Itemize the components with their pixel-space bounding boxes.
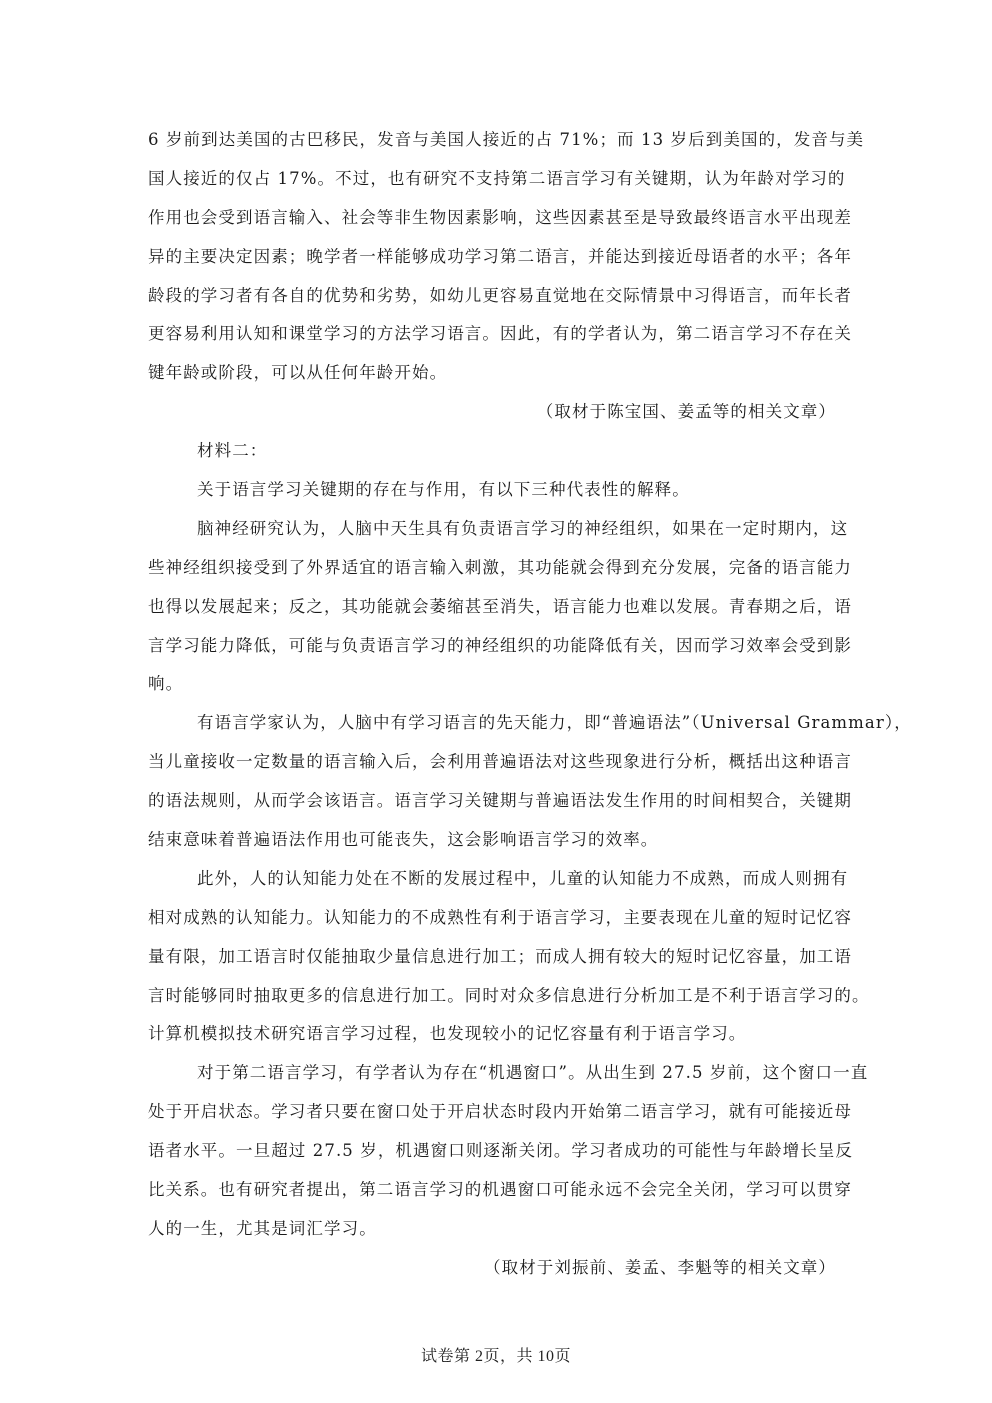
intro-paragraph: 关于语言学习关键期的存在与作用，有以下三种代表性的解释。 [197, 480, 690, 500]
text-line: 脑神经研究认为，人脑中天生具有负责语言学习的神经组织，如果在一定时期内，这 [197, 518, 849, 538]
text-line: 有语言学家认为，人脑中有学习语言的先天能力，即“普遍语法”（Universal Grammar）， [197, 713, 912, 733]
text-line: 些神经组织接受到了外界适宜的语言输入刺激，其功能就会得到充分发展，完备的语言能力 [148, 557, 852, 577]
text-line: 语者水平。一旦超过 27.5 岁，机遇窗口则逐渐关闭。学习者成功的可能性与年龄增长呈反 [148, 1141, 854, 1161]
source-citation: （取材于刘振前、姜孟、李魁等的相关文章） [484, 1257, 836, 1277]
text-line: 人的一生，尤其是词汇学习。 [148, 1218, 377, 1238]
text-line: 键年龄或阶段，可以从任何年龄开始。 [148, 363, 448, 383]
text-line: 处于开启状态。学习者只要在窗口处于开启状态时段内开始第二语言学习，就有可能接近母 [148, 1102, 852, 1122]
page-footer: 试卷第 2页，共 10页 [420, 1348, 571, 1365]
text-line: 也得以发展起来；反之，其功能就会萎缩甚至消失，语言能力也难以发展。青春期之后，语 [148, 596, 852, 616]
text-line: 国人接近的仅占 17%。不过，也有研究不支持第二语言学习有关键期，认为年龄对学习的 [148, 168, 846, 188]
text-line: 相对成熟的认知能力。认知能力的不成熟性有利于语言学习，主要表现在儿童的短时记忆容 [148, 907, 852, 927]
text-line: 更容易利用认知和课堂学习的方法学习语言。因此，有的学者认为，第二语言学习不存在关 [148, 324, 852, 344]
body-text [148, 126, 912, 1293]
paragraph-universal-grammar [148, 709, 912, 865]
paragraph-neuroscience [148, 515, 852, 709]
section-label: 材料二： [197, 441, 268, 461]
paragraph-cognitive [148, 865, 870, 1059]
text-line: 此外，人的认知能力处在不断的发展过程中，儿童的认知能力不成熟，而成人则拥有 [197, 868, 849, 888]
text-line: 言时能够同时抽取更多的信息进行加工。同时对众多信息进行分析加工是不利于语言学习的。 [148, 985, 870, 1005]
material-two [148, 437, 912, 1293]
text-line: 量有限，加工语言时仅能抽取少量信息进行加工；而成人拥有较大的短时记忆容量，加工语 [148, 946, 852, 966]
text-line: 结束意味着普遍语法作用也可能丧失，这会影响语言学习的效率。 [148, 830, 659, 850]
source-citation: （取材于陈宝国、姜孟等的相关文章） [536, 402, 836, 422]
text-line: 的语法规则，从而学会该语言。语言学习关键期与普遍语法发生作用的时间相契合，关键期 [148, 791, 852, 811]
paragraph-opportunity-window [148, 1059, 869, 1253]
text-line: 异的主要决定因素；晚学者一样能够成功学习第二语言，并能达到接近母语者的水平；各年 [148, 246, 852, 266]
text-line: 对于第二语言学习，有学者认为存在“机遇窗口”。从出生到 27.5 岁前，这个窗口一直 [197, 1063, 869, 1083]
text-line: 言学习能力降低，可能与负责语言学习的神经组织的功能降低有关，因而学习效率会受到影 [148, 635, 852, 655]
text-line: 作用也会受到语言输入、社会等非生物因素影响，这些因素甚至是导致最终语言水平出现差 [148, 207, 852, 227]
text-line: 6 岁前到达美国的古巴移民，发音与美国人接近的占 71%；而 13 岁后到美国的，发音与美 [148, 130, 865, 149]
text-line: 当儿童接收一定数量的语言输入后，会利用普遍语法对这些现象进行分析，概括出这种语言 [148, 752, 852, 772]
text-line: 响。 [148, 674, 184, 694]
text-line: 龄段的学习者有各自的优势和劣势，如幼儿更容易直觉地在交际情景中习得语言，而年长者 [148, 285, 852, 305]
text-line: 比关系。也有研究者提出，第二语言学习的机遇窗口可能永远不会完全关闭，学习可以贯穿 [148, 1180, 852, 1200]
text-line: 计算机模拟技术研究语言学习过程，也发现较小的记忆容量有利于语言学习。 [148, 1024, 747, 1044]
material-one-tail [148, 126, 865, 437]
